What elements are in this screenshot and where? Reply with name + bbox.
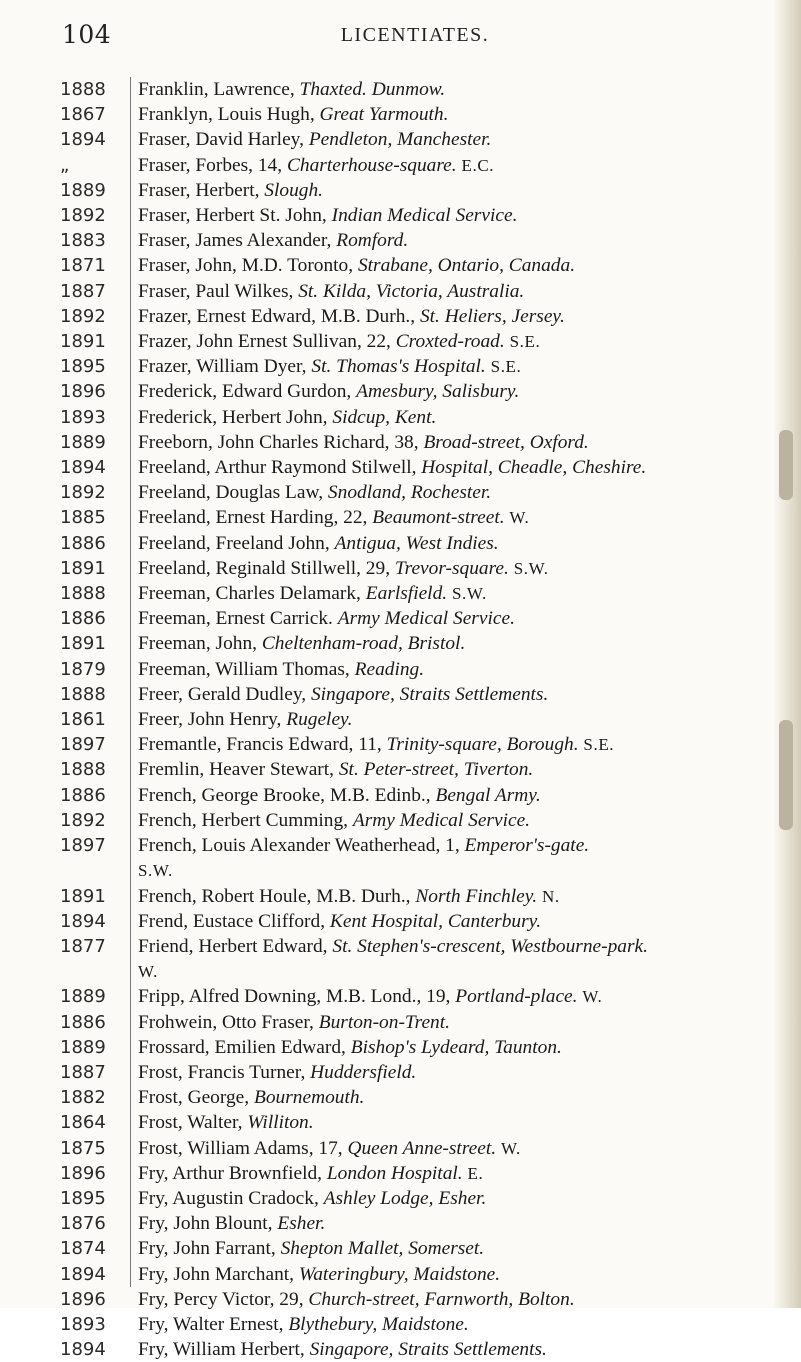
entry-year: 1886 xyxy=(60,532,106,554)
entry-address: Reading. xyxy=(354,658,425,680)
entry-address: Singapore, Straits Settlements. xyxy=(310,683,549,705)
entry-address: Broad-street, Oxford. xyxy=(423,431,589,453)
entry-address: Emperor's-gate. xyxy=(464,835,590,857)
list-item xyxy=(0,505,801,530)
entry-postal-district: S.E. xyxy=(583,735,615,755)
entry-address: Queen Anne-street. xyxy=(347,1137,497,1159)
entry-address: Hospital, Cheadle, Cheshire. xyxy=(421,457,647,479)
list-item xyxy=(0,757,801,782)
entry-address: North Finchley. xyxy=(415,885,538,907)
entry-postal-district: E.C. xyxy=(461,155,495,175)
entry-text xyxy=(138,102,773,127)
entry-name: Fraser, David Harley, xyxy=(138,129,304,151)
entry-name: Fry, Walter Ernest, xyxy=(138,1313,284,1335)
list-item xyxy=(0,1085,801,1110)
entry-year: 1891 xyxy=(60,331,106,353)
entry-address: St. Thomas's Hospital. xyxy=(311,356,486,378)
entry-year: 1889 xyxy=(60,431,106,453)
entry-address: Bournemouth. xyxy=(254,1087,365,1109)
entry-text xyxy=(138,1161,773,1186)
entry-text xyxy=(138,354,773,379)
list-item xyxy=(0,783,801,808)
entry-year: 1886 xyxy=(60,1011,106,1033)
list-item xyxy=(0,1287,801,1312)
entry-postal-district: S.W. xyxy=(513,558,549,578)
list-item xyxy=(0,178,801,203)
entry-text xyxy=(138,405,773,430)
entry-text xyxy=(138,808,773,833)
list-item xyxy=(0,1060,801,1085)
entry-text xyxy=(138,178,773,203)
list-item xyxy=(0,631,801,656)
list-item xyxy=(0,606,801,631)
entry-address: St. Stephen's-crescent, Westbourne-park. xyxy=(332,935,648,957)
list-item xyxy=(0,732,801,757)
entry-name: Fry, William Herbert, xyxy=(138,1339,305,1361)
entry-year: 1861 xyxy=(60,709,106,731)
list-item xyxy=(0,1337,801,1362)
entry-address: Singapore, Straits Settlements. xyxy=(309,1339,547,1361)
entry-text xyxy=(138,77,773,102)
entry-text xyxy=(138,657,773,682)
entry-address: Indian Medical Service. xyxy=(331,205,518,227)
entry-name: Fraser, Herbert, xyxy=(138,179,260,201)
entry-name: French, Louis Alexander Weatherhead, 1, xyxy=(138,835,460,857)
list-item xyxy=(0,833,801,883)
entry-address: Bishop's Lydeard, Taunton. xyxy=(350,1036,562,1058)
list-item xyxy=(0,203,801,228)
entry-address: Earlsfield. xyxy=(365,583,448,605)
list-item xyxy=(0,1211,801,1236)
entry-address: London Hospital. xyxy=(326,1162,463,1184)
entry-year: 1889 xyxy=(60,179,106,201)
entry-name: Freeman, Ernest Carrick. xyxy=(138,608,333,630)
entry-year: 1897 xyxy=(60,835,106,857)
entry-text xyxy=(138,1236,773,1261)
entry-text xyxy=(138,1136,773,1161)
entry-name: French, Robert Houle, M.B. Durh., xyxy=(138,885,411,907)
entry-address: St. Peter-street, Tiverton. xyxy=(338,759,534,781)
entry-address: Wateringbury, Maidstone. xyxy=(298,1263,501,1285)
entry-address: St. Kilda, Victoria, Australia. xyxy=(298,280,525,302)
entry-name: Freeland, Douglas Law, xyxy=(138,482,324,504)
entry-text xyxy=(138,455,773,480)
entry-name: Freeman, William Thomas, xyxy=(138,658,350,680)
entry-name: Friend, Herbert Edward, xyxy=(138,935,328,957)
entry-year: 1895 xyxy=(60,356,106,378)
entry-text xyxy=(138,1337,773,1362)
entry-text xyxy=(138,1010,773,1035)
entry-name: Freer, Gerald Dudley, xyxy=(138,683,307,705)
entry-year: 1892 xyxy=(60,305,106,327)
entry-postal-district: E. xyxy=(467,1163,484,1183)
list-item xyxy=(0,127,801,152)
entry-name: Fry, Percy Victor, 29, xyxy=(138,1288,304,1310)
entry-year: 1892 xyxy=(60,809,106,831)
entry-postal-district: S.E. xyxy=(490,357,522,377)
entry-text xyxy=(138,1211,773,1236)
entry-year: 1889 xyxy=(60,986,106,1008)
entry-text xyxy=(138,909,773,934)
entry-address: Great Yarmouth. xyxy=(319,104,449,126)
entry-text xyxy=(138,606,773,631)
entry-address: Sidcup, Kent. xyxy=(332,406,437,428)
entry-name: Freeman, Charles Delamark, xyxy=(138,583,361,605)
entry-text xyxy=(138,480,773,505)
entry-postal-district: S.W. xyxy=(451,584,487,604)
list-item xyxy=(0,430,801,455)
entry-name: Franklin, Lawrence, xyxy=(138,79,295,100)
list-item xyxy=(0,1110,801,1135)
entry-year: 1885 xyxy=(60,507,106,529)
entry-postal-district: W. xyxy=(500,1138,521,1158)
entry-text xyxy=(138,304,773,329)
entry-text xyxy=(138,253,773,278)
entry-address: Cheltenham-road, Bristol. xyxy=(261,633,466,655)
entry-text xyxy=(138,379,773,404)
entry-text xyxy=(138,1186,773,1211)
entry-name: Frederick, Herbert John, xyxy=(138,406,328,428)
entry-text xyxy=(138,581,773,606)
entry-address: Romford. xyxy=(336,230,409,252)
list-item xyxy=(0,1186,801,1211)
entry-address: Army Medical Service. xyxy=(337,608,515,630)
entry-address: Rugeley. xyxy=(286,709,353,731)
list-item xyxy=(0,354,801,379)
entry-name: Frazer, John Ernest Sullivan, 22, xyxy=(138,331,391,353)
list-item xyxy=(0,909,801,934)
licentiate-list xyxy=(0,77,801,1362)
list-item xyxy=(0,984,801,1009)
entry-text xyxy=(138,631,773,656)
entry-name: Fraser, Herbert St. John, xyxy=(138,205,327,227)
entry-year: 1894 xyxy=(60,910,106,932)
list-item xyxy=(0,480,801,505)
entry-address: Antigua, West Indies. xyxy=(334,532,499,554)
entry-text xyxy=(138,732,773,757)
entry-text xyxy=(138,757,773,782)
list-item xyxy=(0,379,801,404)
entry-name: Fraser, Forbes, 14, xyxy=(138,154,283,176)
entry-text xyxy=(138,127,773,152)
entry-text xyxy=(138,505,773,530)
entry-year: 1891 xyxy=(60,557,106,579)
entry-postal-district: W. xyxy=(509,508,530,528)
entry-name: Fry, Arthur Brownfield, xyxy=(138,1162,323,1184)
entry-text xyxy=(138,783,773,808)
entry-text xyxy=(138,1035,773,1060)
entry-name: Freer, John Henry, xyxy=(138,709,282,731)
entry-text xyxy=(138,203,773,228)
entry-text xyxy=(138,430,773,455)
entry-name: Frohwein, Otto Fraser, xyxy=(138,1011,314,1033)
entry-year: 1877 xyxy=(60,935,106,957)
entry-text xyxy=(138,1110,773,1135)
entry-address: Strabane, Ontario, Canada. xyxy=(357,255,576,277)
list-item xyxy=(0,808,801,833)
entry-name: Fry, John Marchant, xyxy=(138,1263,294,1285)
list-item xyxy=(0,556,801,581)
entry-text xyxy=(138,682,773,707)
entry-year: 1888 xyxy=(60,79,106,100)
entry-address: Bengal Army. xyxy=(435,784,541,806)
list-item xyxy=(0,1136,801,1161)
entry-text xyxy=(138,1312,773,1337)
list-item xyxy=(0,1262,801,1287)
entry-address: Kent Hospital, Canterbury. xyxy=(329,910,542,932)
entry-name: Franklyn, Louis Hugh, xyxy=(138,104,315,126)
entry-year: 1876 xyxy=(60,1213,106,1235)
entry-text xyxy=(138,153,773,178)
list-item xyxy=(0,1010,801,1035)
entry-name: Fry, John Blount, xyxy=(138,1213,273,1235)
entry-text xyxy=(138,279,773,304)
entry-year: 1874 xyxy=(60,1238,106,1260)
entry-name: Frazer, William Dyer, xyxy=(138,356,307,378)
entry-address: Portland-place. xyxy=(455,986,578,1008)
entry-postal-district: W. xyxy=(138,962,158,982)
entry-address: Blythebury, Maidstone. xyxy=(288,1313,469,1335)
list-item xyxy=(0,153,801,178)
entry-year: 1891 xyxy=(60,633,106,655)
entry-year: 1896 xyxy=(60,1162,106,1184)
entry-year: 1889 xyxy=(60,1036,106,1058)
entry-name: Fry, Augustin Cradock, xyxy=(138,1187,319,1209)
entry-name: Frost, George, xyxy=(138,1087,250,1109)
entry-text xyxy=(138,556,773,581)
list-item xyxy=(0,1312,801,1337)
list-item xyxy=(0,1161,801,1186)
entry-postal-district: S.W. xyxy=(138,861,173,881)
entry-name: Frost, William Adams, 17, xyxy=(138,1137,343,1159)
entry-address: Esher. xyxy=(277,1213,326,1235)
entry-address: Croxted-road. xyxy=(395,331,505,353)
entry-year: 1888 xyxy=(60,759,106,781)
entry-year: 1887 xyxy=(60,1061,106,1083)
entry-name: Frossard, Emilien Edward, xyxy=(138,1036,346,1058)
entry-year: 1871 xyxy=(60,255,106,277)
entry-year: 1891 xyxy=(60,885,106,907)
entry-name: Fraser, Paul Wilkes, xyxy=(138,280,294,302)
entry-name: French, Herbert Cumming, xyxy=(138,809,349,831)
entry-year: 1867 xyxy=(60,104,106,126)
entry-address: Charterhouse-square. xyxy=(286,154,457,176)
entry-postal-district: W. xyxy=(582,987,603,1007)
entry-year: 1864 xyxy=(60,1112,106,1134)
entry-name: Freeborn, John Charles Richard, 38, xyxy=(138,431,419,453)
entry-name: Freeland, Reginald Stillwell, 29, xyxy=(138,557,391,579)
entry-postal-district: N. xyxy=(541,886,560,906)
list-item xyxy=(0,279,801,304)
entry-year: 1894 xyxy=(60,1263,106,1285)
entry-name: Frederick, Edward Gurdon, xyxy=(138,381,352,403)
entry-address: Trinity-square, Borough. xyxy=(386,734,579,756)
list-item xyxy=(0,304,801,329)
entry-address: Slough. xyxy=(264,179,324,201)
page-header xyxy=(0,18,801,58)
entry-year: 1875 xyxy=(60,1137,106,1159)
entry-year: 1888 xyxy=(60,583,106,605)
list-item xyxy=(0,102,801,127)
entry-text xyxy=(138,1060,773,1085)
list-item xyxy=(0,682,801,707)
entry-year: 1893 xyxy=(60,406,106,428)
entry-text xyxy=(138,707,773,732)
list-item xyxy=(0,1035,801,1060)
entry-year: 1888 xyxy=(60,683,106,705)
entry-name: Frazer, Ernest Edward, M.B. Durh., xyxy=(138,305,416,327)
entry-address: Burton-on-Trent. xyxy=(318,1011,450,1033)
list-item xyxy=(0,657,801,682)
entry-address: Church-street, Farnworth, Bolton. xyxy=(308,1288,575,1310)
entry-year: 1893 xyxy=(60,1313,106,1335)
entry-text xyxy=(138,329,773,354)
entry-year: 1892 xyxy=(60,205,106,227)
list-item xyxy=(0,77,801,102)
entry-name: Freeland, Arthur Raymond Stilwell, xyxy=(138,457,417,479)
entry-name: Fraser, James Alexander, xyxy=(138,230,332,252)
entry-name: Freeland, Freeland John, xyxy=(138,532,330,554)
entry-year: 1894 xyxy=(60,1339,106,1361)
entry-text xyxy=(138,884,773,909)
entry-text xyxy=(138,228,773,253)
entry-postal-district: S.E. xyxy=(509,332,541,352)
entry-text xyxy=(138,984,773,1009)
list-item xyxy=(0,329,801,354)
entry-text xyxy=(138,1262,773,1287)
list-item xyxy=(0,455,801,480)
entry-address: Huddersfield. xyxy=(310,1061,417,1083)
entry-text xyxy=(138,833,773,883)
page-number: 104 xyxy=(62,20,112,49)
entry-address: Pendleton, Manchester. xyxy=(308,129,492,151)
entry-year: 1886 xyxy=(60,608,106,630)
entry-name: Frost, Francis Turner, xyxy=(138,1061,306,1083)
entry-year: 1894 xyxy=(60,457,106,479)
entry-text xyxy=(138,1287,773,1312)
entry-year: „ xyxy=(60,154,70,176)
entry-name: French, George Brooke, M.B. Edinb., xyxy=(138,784,431,806)
entry-address: Amesbury, Salisbury. xyxy=(356,381,520,403)
running-title: LICENTIATES. xyxy=(340,24,490,46)
list-item xyxy=(0,405,801,430)
entry-name: Fremlin, Heaver Stewart, xyxy=(138,759,334,781)
entry-year: 1894 xyxy=(60,129,106,151)
entry-text xyxy=(138,1085,773,1110)
entry-year: 1882 xyxy=(60,1087,106,1109)
entry-address: Snodland, Rochester. xyxy=(327,482,492,504)
list-item xyxy=(0,707,801,732)
entry-year: 1886 xyxy=(60,784,106,806)
entry-text xyxy=(138,934,773,984)
entry-address: Shepton Mallet, Somerset. xyxy=(280,1238,485,1260)
entry-name: Freeland, Ernest Harding, 22, xyxy=(138,507,368,529)
entry-name: Frost, Walter, xyxy=(138,1112,243,1134)
entry-name: Frend, Eustace Clifford, xyxy=(138,910,326,932)
entry-address: Williton. xyxy=(247,1112,314,1134)
entry-year: 1892 xyxy=(60,482,106,504)
entry-address: Beaumont-street. xyxy=(372,507,505,529)
entry-year: 1879 xyxy=(60,658,106,680)
list-item xyxy=(0,253,801,278)
entry-address: Army Medical Service. xyxy=(352,809,531,831)
entry-name: Fremantle, Francis Edward, 11, xyxy=(138,734,382,756)
list-item xyxy=(0,531,801,556)
entry-year: 1896 xyxy=(60,1288,106,1310)
entry-name: Freeman, John, xyxy=(138,633,258,655)
entry-address: Ashley Lodge, Esher. xyxy=(323,1187,487,1209)
entry-name: Fripp, Alfred Downing, M.B. Lond., 19, xyxy=(138,986,451,1008)
entry-year: 1896 xyxy=(60,381,106,403)
list-item xyxy=(0,581,801,606)
entry-text xyxy=(138,531,773,556)
list-item xyxy=(0,228,801,253)
entry-address: Trevor-square. xyxy=(394,557,509,579)
entry-year: 1887 xyxy=(60,280,106,302)
list-item xyxy=(0,934,801,984)
entry-address: Thaxted. Dunmow. xyxy=(299,79,446,100)
entry-year: 1897 xyxy=(60,734,106,756)
entry-year: 1895 xyxy=(60,1187,106,1209)
list-item xyxy=(0,1236,801,1261)
entry-address: St. Heliers, Jersey. xyxy=(419,305,565,327)
entry-name: Fry, John Farrant, xyxy=(138,1238,276,1260)
list-item xyxy=(0,884,801,909)
entry-name: Fraser, John, M.D. Toronto, xyxy=(138,255,354,277)
entry-year: 1883 xyxy=(60,230,106,252)
